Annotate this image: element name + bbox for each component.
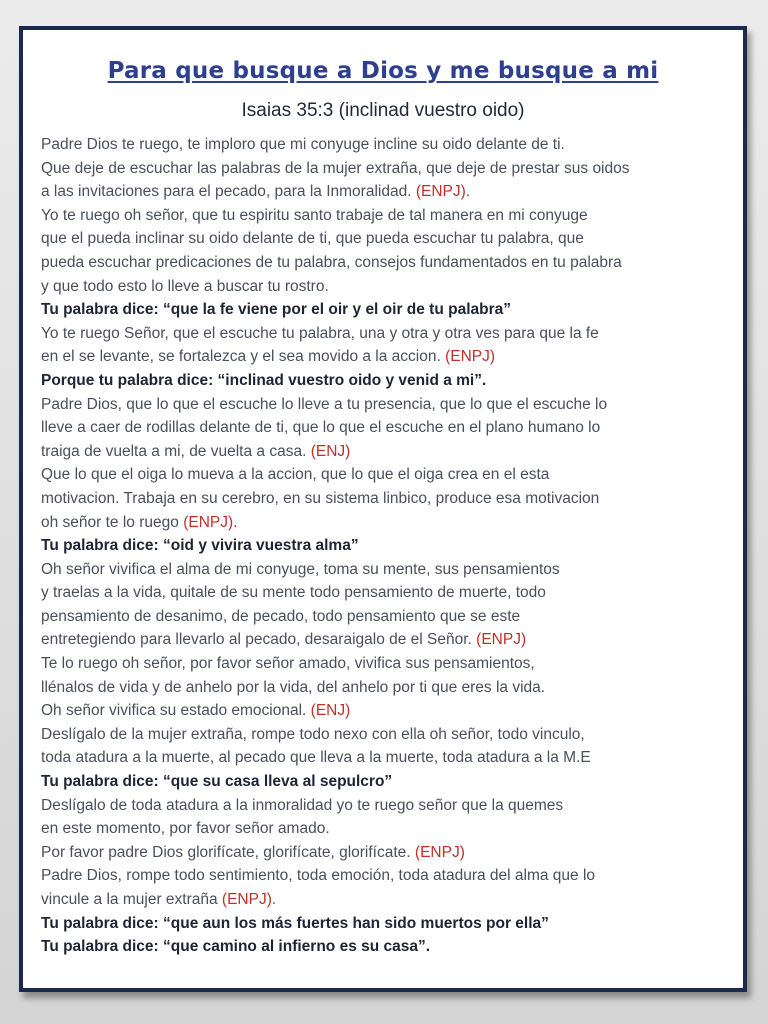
line-text: entretegiendo para llevarlo al pecado, desaraigalo de el Señor. [41,631,477,649]
line-tag: (ENJ) [310,442,351,460]
line-text: a las invitaciones para el pecado, para la Inmoralidad. [41,183,416,201]
prayer-line [41,345,741,369]
prayer-line [41,322,741,346]
prayer-line [41,794,741,818]
line-tag: (ENPJ). [221,891,277,908]
prayer-line [41,487,741,511]
line-text: Deslígalo de la mujer extraña, rompe todo nexo con ella oh señor, todo vinculo, [41,725,585,743]
prayer-line [41,416,741,440]
line-text: Padre Dios, rompe todo sentimiento, toda emoción, toda atadura del alma que lo [41,867,596,885]
prayer-line [41,180,741,204]
line-text: toda atadura a la muerte, al pecado que lleva a la muerte, toda atadura a la M.E [41,749,591,767]
line-text: oh señor te lo ruego [41,513,184,531]
line-text: Oh señor vivifica el alma de mi conyuge, toma su mente, sus pensamientos [41,560,560,578]
prayer-line [41,628,741,652]
line-text: Deslígalo de toda atadura a la inmoralidad yo te ruego señor que la quemes [41,796,564,814]
prayer-line [41,463,741,487]
line-text: que el pueda inclinar su oido delante de ti, que pueda escuchar tu palabra, que [41,230,584,248]
prayer-line [41,227,741,251]
page-title: Para que busque a Dios y me busque a mi [107,58,659,84]
line-text: Que deje de escuchar las palabras de la mujer extraña, que deje de prestar sus oidos [41,159,630,177]
line-text: en este momento, por favor señor amado. [41,820,330,838]
scripture-quote-line [41,298,741,322]
prayer-card [19,26,747,992]
line-text: Oh señor vivifica su estado emocional. [41,702,311,720]
line-text: y que todo esto lo lleve a buscar tu rostro. [41,277,329,295]
prayer-line [41,652,741,676]
prayer-line [41,699,741,723]
line-text: Padre Dios te ruego, te imploro que mi conyuge incline su oido delante de ti. [41,136,565,153]
line-tag: (ENPJ). [415,183,471,201]
prayer-line [41,558,741,582]
prayer-line [41,275,741,299]
line-text: vincule a la mujer extraña [41,891,222,908]
line-text: Tu palabra dice: “oid y vivira vuestra alma” [41,537,359,555]
line-text: Yo te ruego Señor, que el escuche tu palabra, una y otra y otra ves para que la fe [41,324,599,342]
line-text: Que lo que el oiga lo mueva a la accion, que lo que el oiga crea en el esta [41,466,550,484]
line-tag: (ENPJ) [445,348,496,366]
line-text: pueda escuchar predicaciones de tu palabra, consejos fundamentados en tu palabra [41,253,622,271]
line-text: lleve a caer de rodillas delante de ti, que lo que el escuche en el plano humano lo [41,419,601,437]
prayer-line [41,581,741,605]
line-text: pensamiento de desanimo, de pecado, todo pensamiento que se este [41,607,521,625]
line-tag: (ENJ) [310,702,351,720]
prayer-line [41,723,741,747]
line-tag: (ENPJ). [183,513,238,531]
line-text: Tu palabra dice: “que la fe viene por el oir y el oir de tu palabra” [41,301,512,319]
line-text: Te lo ruego oh señor, por favor señor amado, vivifica sus pensamientos, [41,655,535,673]
line-text: llénalos de vida y de anhelo por la vida, del anhelo por ti que eres la vida. [41,678,546,696]
prayer-line [41,157,741,181]
prayer-line [41,676,741,700]
line-text: Yo te ruego oh señor, que tu espiritu santo trabaje de tal manera en mi conyuge [41,206,588,224]
prayer-line [41,393,741,417]
line-text: Tu palabra dice: “que aun los más fuertes han sido muertos por ella” [41,914,549,932]
prayer-line [41,864,741,888]
line-text: Porque tu palabra dice: “inclinad vuestro oido y venid a mi”. [41,371,487,389]
line-text: Tu palabra dice: “que su casa lleva al sepulcro” [41,773,393,791]
scripture-quote-line [41,369,741,393]
prayer-line [41,817,741,841]
prayer-line [41,440,741,464]
prayer-line [41,841,741,865]
line-text: Por favor padre Dios glorifícate, glorifícate, glorifícate. [41,843,415,861]
line-text: motivacion. Trabaja en su cerebro, en su sistema linbico, produce esa motivacion [41,489,600,507]
prayer-line [41,605,741,629]
scripture-quote-line [41,912,741,936]
line-tag: (ENPJ) [414,843,465,861]
page-subtitle: Isaias 35:3 (inclinad vuestro oido) [241,100,525,121]
line-text: en el se levante, se fortalezca y el sea movido a la accion. [41,348,446,366]
prayer-line [41,251,741,275]
prayer-line [41,511,741,535]
line-text: Tu palabra dice: “que camino al infierno es su casa”. [41,938,431,956]
line-text: y traelas a la vida, quitale de su mente todo pensamiento de muerte, todo [41,584,546,602]
line-text: Padre Dios, que lo que el escuche lo lleve a tu presencia, que lo que el escuche lo [41,395,608,413]
scripture-quote-line [41,534,741,558]
line-tag: (ENPJ) [476,631,527,649]
line-text: traiga de vuelta a mi, de vuelta a casa. [41,442,311,460]
prayer-line [41,746,741,770]
prayer-line [41,204,741,228]
prayer-line [41,133,741,157]
prayer-body [41,133,741,959]
prayer-line [41,888,741,912]
scripture-quote-line [41,770,741,794]
scripture-quote-line [41,935,741,959]
